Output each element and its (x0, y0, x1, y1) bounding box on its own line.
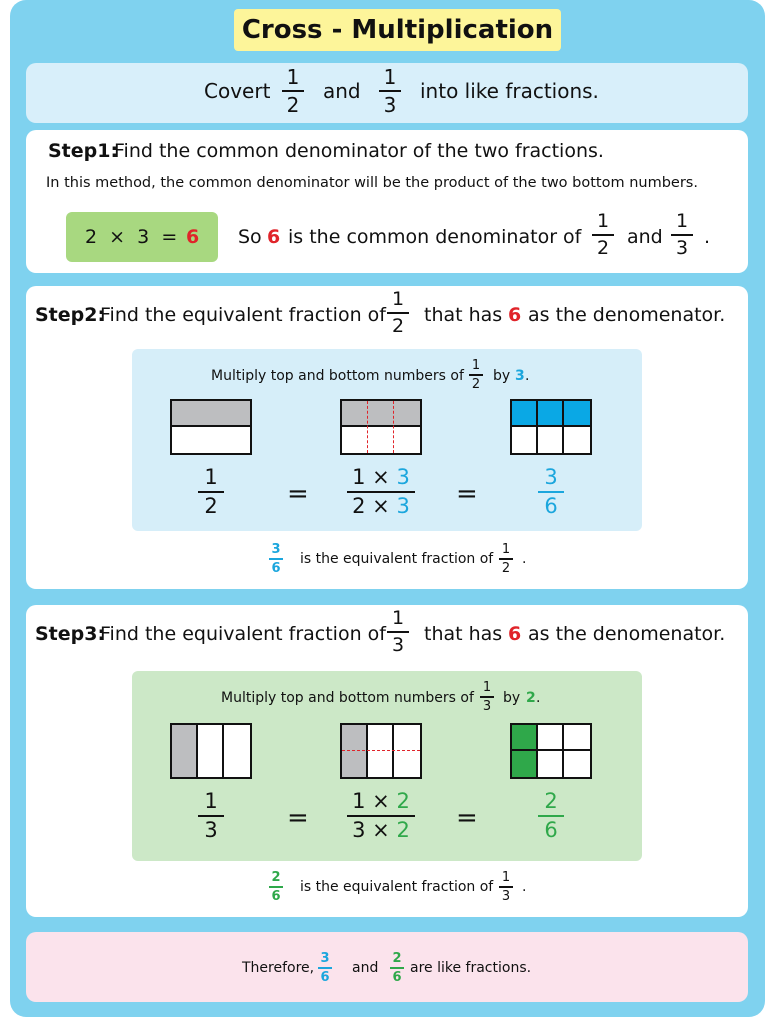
step2-eq-mid-fraction (347, 467, 415, 517)
product-expression: 2 × 3 = (85, 226, 178, 248)
shaded-part (342, 725, 368, 777)
fraction-numerator: 3 (320, 951, 330, 966)
step1-six: 6 (267, 226, 281, 248)
step3-panel (132, 671, 642, 861)
fraction-numerator: 1 (204, 465, 218, 489)
multiplier: 3 (396, 493, 410, 518)
page-title: Cross - Multiplication (234, 9, 561, 51)
step2-eq-left-fraction (198, 467, 224, 517)
equals-sign: = (456, 479, 478, 509)
step3-panel-by: by (503, 690, 521, 706)
fraction-denominator: 2 (596, 236, 610, 259)
step2-result-of-fraction (499, 543, 513, 575)
product-box (66, 212, 218, 262)
fraction-denominator: 3 (383, 92, 397, 117)
step3-fraction (387, 609, 409, 655)
shaded-part (172, 725, 198, 777)
empty-cell (538, 725, 564, 751)
fraction-denominator: 3 (501, 888, 511, 904)
fraction-numerator: 1 (675, 210, 689, 232)
shaded-cell (512, 751, 538, 777)
fraction-numerator: 1 (482, 680, 492, 695)
fraction-denominator: 6 (271, 560, 281, 576)
conclusion-card (26, 932, 748, 1002)
step3-label: Step3: (35, 623, 106, 645)
fraction-numerator: 1 (286, 65, 300, 89)
step2-panel-fraction (469, 359, 483, 391)
conclusion-fraction-1 (318, 952, 332, 984)
fraction-numerator: 1 (204, 789, 218, 813)
step1-sentence: is the common denominator of (288, 226, 582, 248)
step3-panel-period: . (536, 690, 541, 706)
step1-fraction-1 (592, 212, 614, 258)
step3-six: 6 (508, 623, 522, 645)
step3-panel-text: Multiply top and bottom numbers of (221, 690, 474, 706)
intro-prefix: Covert (204, 79, 271, 103)
fraction-denominator: 6 (544, 493, 558, 518)
fraction-numerator: 3 (544, 465, 558, 489)
fraction-numerator: 2 (544, 789, 558, 813)
step1-period: . (704, 226, 711, 248)
fraction-denominator: 3 (482, 698, 492, 714)
step1-and: and (627, 226, 663, 248)
step2-text-a: Find the equivalent fraction of (100, 304, 386, 326)
multiplier: 3 (396, 465, 410, 489)
empty-part (368, 725, 394, 777)
multiplier: 2 (396, 789, 410, 813)
step1-so: So (238, 226, 262, 248)
fraction-denominator: 3 (391, 633, 405, 656)
fraction-numerator: 1 (391, 288, 405, 310)
fraction-denominator: 3 (675, 236, 689, 259)
fraction-numerator: 1 × (352, 465, 390, 489)
worksheet-page (10, 0, 765, 1017)
fraction-denominator: 2 (471, 376, 481, 392)
shaded-cell (564, 401, 590, 427)
fraction-denominator: 2 (391, 314, 405, 337)
intro-card (26, 63, 748, 123)
fraction-numerator: 1 (391, 607, 405, 629)
intro-fraction-2 (379, 67, 401, 115)
fraction-denominator: 2 × (352, 493, 390, 518)
step2-text-c: as the denomenator. (528, 304, 726, 326)
step2-result-fraction (269, 543, 283, 575)
fraction-numerator: 1 × (352, 789, 390, 813)
dashed-divider (342, 750, 420, 751)
multiplier: 2 (396, 817, 410, 842)
step3-panel-fraction (480, 681, 494, 713)
fraction-denominator: 2 (501, 560, 511, 576)
shaded-cell (538, 401, 564, 427)
fraction-denominator: 3 × (352, 817, 390, 842)
conclusion-suffix: are like fractions. (410, 960, 532, 976)
step2-panel-by: by (493, 368, 511, 384)
step2-panel (132, 349, 642, 531)
shaded-part (172, 401, 250, 427)
step2-result-text: is the equivalent fraction of (300, 551, 494, 567)
step1-heading: Find the common denominator of the two fractions. (114, 140, 604, 162)
conclusion-prefix: Therefore, (242, 960, 315, 976)
fraction-numerator: 1 (596, 210, 610, 232)
dashed-divider (367, 401, 368, 453)
step2-eq-result-fraction (538, 467, 564, 517)
equals-sign: = (456, 803, 478, 833)
fraction-denominator: 2 (204, 493, 218, 518)
step2-label: Step2: (35, 304, 106, 326)
fraction-model-sixths (510, 399, 592, 455)
step3-eq-mid-fraction (347, 791, 415, 841)
step2-six: 6 (508, 304, 522, 326)
step3-text-b: that has (424, 623, 503, 645)
step2-text-b: that has (424, 304, 503, 326)
fraction-numerator: 2 (271, 870, 281, 885)
intro-fraction-1 (282, 67, 304, 115)
step3-panel-factor: 2 (526, 690, 536, 706)
fraction-denominator: 6 (544, 817, 558, 842)
fraction-numerator: 1 (383, 65, 397, 89)
empty-cell (538, 427, 564, 453)
step1-note: In this method, the common denominator will be the product of the two bottom numbers. (46, 175, 698, 191)
fraction-model-split (340, 723, 422, 779)
empty-cell (538, 751, 564, 777)
step2-panel-factor: 3 (515, 368, 525, 384)
step1-card (26, 130, 748, 273)
step2-fraction (387, 290, 409, 336)
fraction-model-third (170, 723, 252, 779)
fraction-denominator: 6 (271, 888, 281, 904)
step1-label: Step1: (48, 140, 119, 162)
step3-text-c: as the denomenator. (528, 623, 726, 645)
fraction-numerator: 1 (471, 358, 481, 373)
fraction-denominator: 6 (320, 969, 330, 985)
step2-result-period: . (522, 551, 527, 567)
step3-result-of-fraction (499, 871, 513, 903)
step3-eq-result-fraction (538, 791, 564, 841)
equals-sign: = (287, 803, 309, 833)
fraction-numerator: 2 (392, 951, 402, 966)
empty-part (198, 725, 224, 777)
fraction-denominator: 6 (392, 969, 402, 985)
step3-result-text: is the equivalent fraction of (300, 879, 494, 895)
step2-panel-text: Multiply top and bottom numbers of (211, 368, 464, 384)
fraction-denominator: 2 (286, 92, 300, 117)
equals-sign: = (287, 479, 309, 509)
conclusion-and: and (352, 960, 379, 976)
product-result: 6 (186, 226, 200, 248)
intro-and: and (323, 79, 361, 103)
step2-panel-period: . (525, 368, 530, 384)
intro-suffix: into like fractions. (420, 79, 599, 103)
shaded-part (342, 401, 420, 427)
dashed-divider (393, 401, 394, 453)
fraction-model-split (340, 399, 422, 455)
fraction-numerator: 3 (271, 542, 281, 557)
step1-fraction-2 (671, 212, 693, 258)
step3-text-a: Find the equivalent fraction of (100, 623, 386, 645)
empty-cell (512, 427, 538, 453)
step3-card (26, 605, 748, 917)
fraction-model-half (170, 399, 252, 455)
step3-result-fraction (269, 871, 283, 903)
conclusion-fraction-2 (390, 952, 404, 984)
fraction-numerator: 1 (501, 542, 511, 557)
step3-result-period: . (522, 879, 527, 895)
fraction-numerator: 1 (501, 870, 511, 885)
shaded-cell (512, 725, 538, 751)
empty-cell (564, 725, 590, 751)
step3-eq-left-fraction (198, 791, 224, 841)
shaded-cell (512, 401, 538, 427)
fraction-denominator: 3 (204, 817, 218, 842)
step2-card (26, 286, 748, 589)
fraction-model-sixths (510, 723, 592, 779)
